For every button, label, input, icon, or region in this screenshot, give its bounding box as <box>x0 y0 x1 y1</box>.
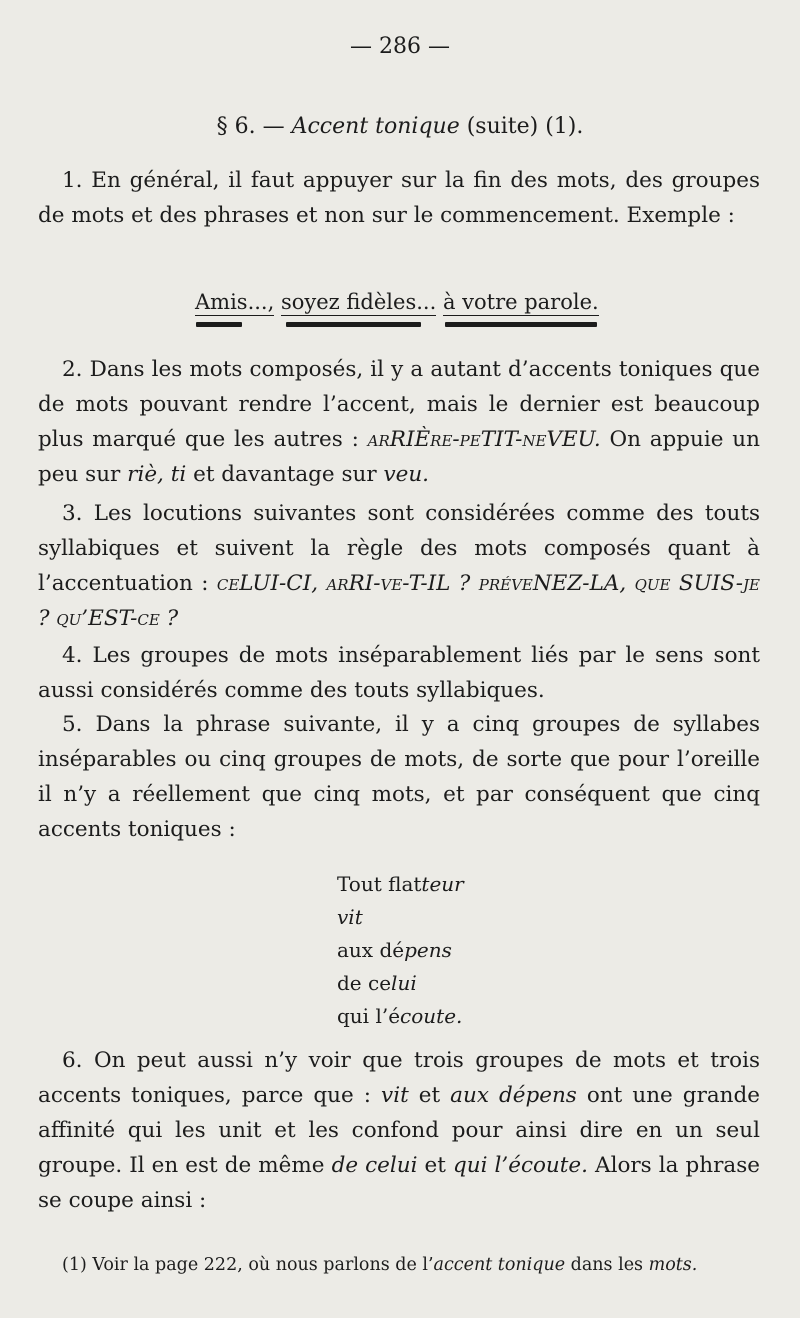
footnote <box>62 1255 762 1275</box>
footnote-italic-2: mots. <box>648 1255 698 1275</box>
paragraph-6-italic-1: vit <box>381 1083 409 1108</box>
poem-line-3-italic: pens <box>404 938 452 962</box>
paragraph-3-text: 3. Les locutions suivantes sont considérées comme des touts syllabiques et suivent la règle des mots composés quant à l’accentuation : <box>38 501 760 596</box>
stress-bar-1 <box>196 322 242 327</box>
paragraph-2-text-d: et davantage sur <box>186 462 384 487</box>
heading-prefix: § 6. — <box>216 114 292 139</box>
paragraph-2-text: 2. Dans les mots composés, il y a autant d’accents toniques que de mots pouvant rendre l’accent, mais le dernier est beaucoup plus marqué que les autres : <box>38 357 760 452</box>
page-number: — 286 — <box>350 34 450 59</box>
paragraph-2-italic-2: ti <box>170 462 187 487</box>
paragraph-6-text-b: et <box>408 1083 451 1108</box>
footnote-text-b: dans les <box>565 1255 649 1275</box>
paragraph-6-text-d: et <box>417 1153 453 1178</box>
poem-line-5-plain: qui l’é <box>337 1004 401 1028</box>
paragraph-3 <box>38 496 760 636</box>
heading-italic: Accent tonique <box>291 114 460 139</box>
paragraph-3-examples: ceLUI-CI, arRI-ve-T-IL ? préveNEZ-LA, que SUIS-je ? qu’EST-ce ? <box>38 571 760 631</box>
example-sentence <box>195 290 599 314</box>
paragraph-2-italic-1: riè, <box>127 462 164 487</box>
poem-line <box>337 967 464 1000</box>
example-word-3: à votre parole. <box>442 290 599 314</box>
poem <box>337 868 464 1033</box>
poem-line <box>337 868 464 901</box>
paragraph-6 <box>38 1043 760 1218</box>
paragraph-2-italic-3: veu. <box>383 462 430 487</box>
paragraph-5 <box>38 707 760 847</box>
poem-line-5-italic: coute. <box>400 1004 463 1028</box>
heading-suffix: (suite) (1). <box>459 114 584 139</box>
paragraph-6-italic-2: aux dépens <box>450 1083 577 1108</box>
poem-line-4-plain: de ce <box>337 971 392 995</box>
paragraph-6-text-e: Alors la phrase se coupe ainsi : <box>38 1153 760 1213</box>
paragraph-5-text: 5. Dans la phrase suivante, il y a cinq groupes de syllabes inséparables ou cinq groupes de mots, de sorte que pour l’oreille il n’y a réellement que cinq mots, et par conséquent que cinq accents toniques : <box>38 712 760 842</box>
section-heading <box>0 114 800 139</box>
paragraph-4 <box>38 638 760 708</box>
paragraph-6-text-c: ont une grande affinité qui les unit et les confond pour ainsi dire en un seul groupe. Il en est de même <box>38 1083 760 1178</box>
paragraph-2-text-c <box>164 462 171 487</box>
paragraph-2-text-b: On appuie un peu sur <box>38 427 760 487</box>
poem-line <box>337 934 464 967</box>
poem-line <box>337 1000 464 1033</box>
poem-line-3-plain: aux dé <box>337 938 405 962</box>
paragraph-6-italic-4: qui l’écoute. <box>452 1153 588 1178</box>
poem-line-4-italic: lui <box>391 971 417 995</box>
poem-line <box>337 901 464 934</box>
poem-line-1-plain: Tout flat <box>337 872 422 896</box>
footnote-italic-1: accent tonique <box>433 1255 566 1275</box>
paragraph-2 <box>38 352 760 492</box>
poem-line-2-italic: vit <box>337 905 363 929</box>
paragraph-6-text: 6. On peut aussi n’y voir que trois groupes de mots et trois accents toniques, parce que : <box>38 1048 760 1108</box>
paragraph-1-text: 1. En général, il faut appuyer sur la fin des mots, des groupes de mots et des phrases et non sur le commencement. Exemple : <box>38 168 760 228</box>
paragraph-2-word: arRIÈre-peTIT-neVEU. <box>367 427 601 452</box>
footnote-text-a: (1) Voir la page 222, où nous parlons de l’ <box>62 1255 434 1275</box>
paragraph-6-italic-3: de celui <box>331 1153 418 1178</box>
example-word-1: Amis..., <box>195 290 275 314</box>
paragraph-1 <box>38 163 760 233</box>
example-word-2: soyez fidèles... <box>280 290 437 314</box>
stress-bar-2 <box>286 322 421 327</box>
poem-line-1-italic: teur <box>421 872 464 896</box>
stress-bar-3 <box>445 322 597 327</box>
paragraph-4-text: 4. Les groupes de mots inséparablement liés par le sens sont aussi considérés comme des touts syllabiques. <box>38 643 760 703</box>
